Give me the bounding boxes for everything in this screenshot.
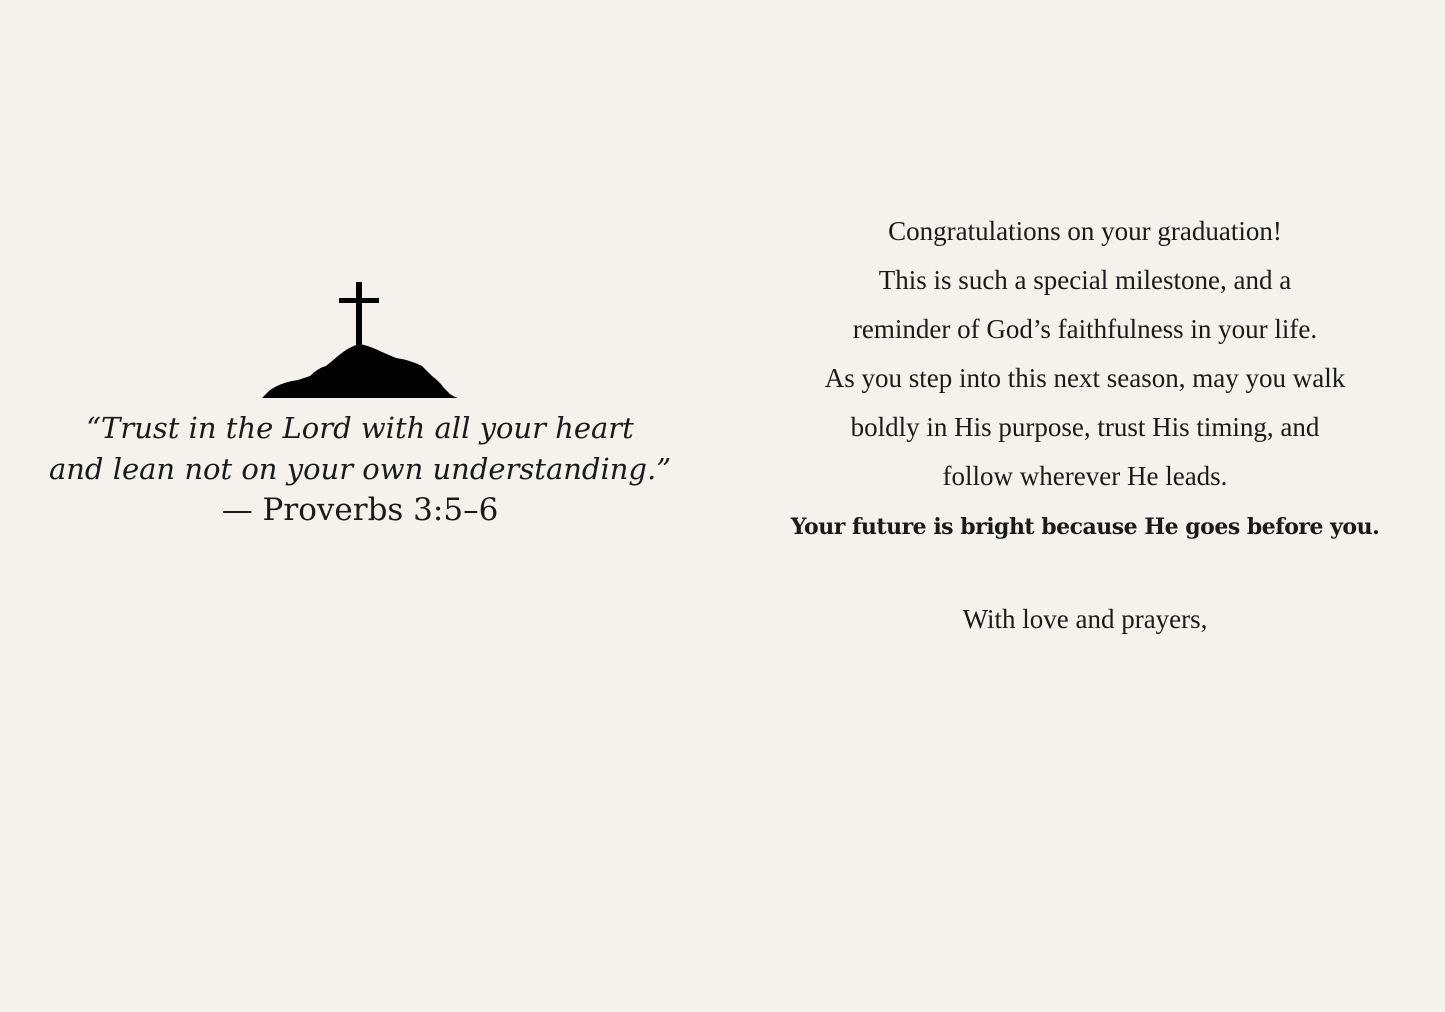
message-line: follow wherever He leads. xyxy=(942,461,1228,491)
closing-line: With love and prayers, xyxy=(962,604,1208,634)
verse-reference: — Proverbs 3:5–6 xyxy=(221,492,499,528)
cross-on-hill-icon xyxy=(260,270,460,402)
message-line: As you step into this next season, may you walk xyxy=(824,363,1346,393)
message-line: reminder of God’s faithfulness in your life. xyxy=(852,314,1318,344)
message-line: This is such a special milestone, and a xyxy=(878,265,1292,295)
emphasis-line: Your future is bright because He goes before you. xyxy=(790,514,1380,540)
quote-line-2: and lean not on your own understanding.” xyxy=(48,452,672,486)
message-panel xyxy=(745,207,1425,644)
spacer xyxy=(745,553,1425,595)
verse-quote xyxy=(40,408,680,490)
message-line: boldly in His purpose, trust His timing, and xyxy=(850,412,1320,442)
verse-panel xyxy=(40,270,680,530)
quote-line-1: “Trust in the Lord with all your heart xyxy=(86,411,634,445)
message-line: Congratulations on your graduation! xyxy=(888,216,1282,246)
